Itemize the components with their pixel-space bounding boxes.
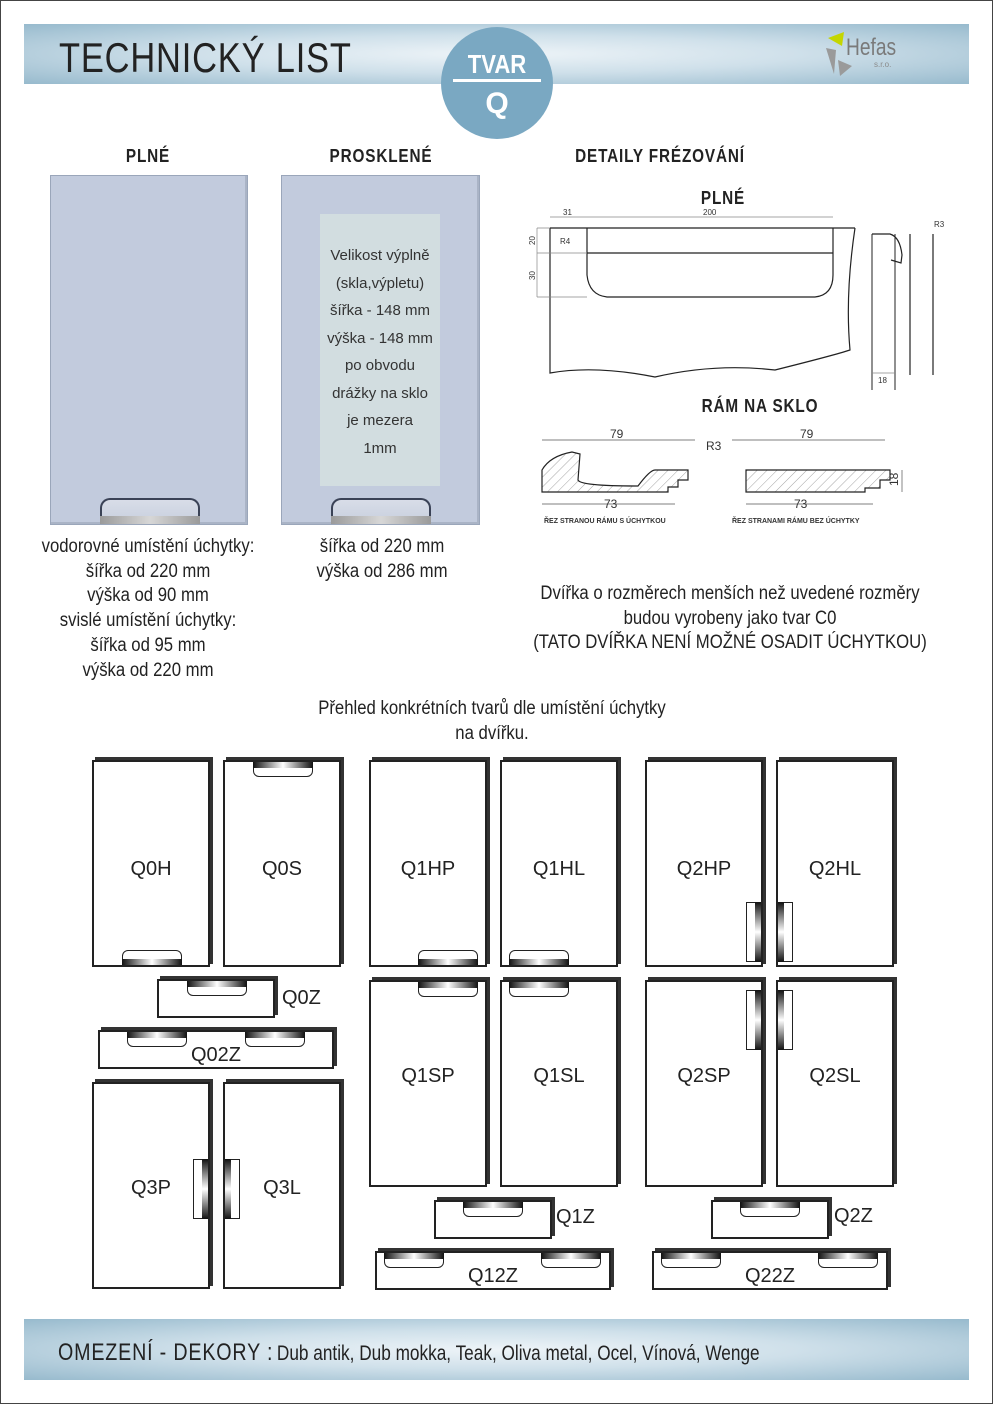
decor-restrictions [58,1339,760,1367]
note-line: (TATO DVÍŘKA NENÍ MOŽNÉ OSADIT ÚCHYTKOU) [533,632,927,654]
handle-icon [463,1201,523,1217]
glazed-door-illustration [281,175,480,525]
handle-icon [746,902,762,962]
handle-icon [746,990,762,1050]
shape-q22z [652,1251,888,1290]
logo-suffix: s.r.o. [874,60,892,69]
shape-label: Q22Z [744,1265,796,1287]
dim-200: 200 [703,208,717,217]
note-line: výška od 286 mm [316,560,448,582]
glass-line: drážky na sklo [332,384,428,402]
handle-icon [740,1201,800,1217]
frame-profile-drawing [520,420,940,530]
handle-icon [509,981,569,997]
intro-line: na dvířku. [455,722,529,744]
small-door-note [528,582,933,656]
shape-label-q0z: Q0Z [282,987,321,1009]
note-line: svislé umístění úchytky: [59,610,237,632]
handle-icon [418,981,478,997]
shape-label: Q1SL [533,1065,585,1087]
shape-label: Q2SL [809,1065,861,1087]
shape-q2z [711,1200,829,1239]
note-line: výška od 220 mm [82,659,214,681]
glass-line: výška - 148 mm [327,329,433,347]
solid-door-illustration [50,175,248,525]
overview-intro [298,697,685,746]
shape-label: Q2HL [808,858,862,880]
dim-30: 30 [528,271,537,280]
shape-q2hl [776,760,894,967]
badge-shape-code: Q [485,87,509,120]
shape-label: Q2HP [676,858,732,880]
note-line: vodorovné umístění úchytky: [41,536,255,557]
shape-q1sp [369,980,487,1187]
shape-label: Q1HL [532,858,586,880]
dim-18-frame: 18 [887,472,901,486]
shape-q1z [434,1200,552,1239]
shape-q0s [223,760,341,967]
dim-r4: R4 [560,237,571,246]
note-line: šířka od 220 mm [85,560,211,582]
shape-q02z [98,1030,334,1069]
intro-line: Přehled konkrétních tvarů dle umístění úchytky [318,698,666,719]
note-line: výška od 90 mm [87,585,209,607]
shape-q2sl [776,980,894,1187]
shape-q1sl [500,980,618,1187]
milling-solid-heading: PLNÉ [700,188,746,208]
dim-18: 18 [878,376,887,385]
note-line: šířka od 95 mm [90,634,206,656]
shape-label: Q1SP [401,1065,455,1087]
handle-icon [253,761,313,777]
note-line: Dvířka o rozměrech menších než uvedené rozměry [540,583,920,604]
glass-line: je mezera [347,412,413,429]
glass-line: šířka - 148 mm [329,302,431,319]
handle-icon [193,1159,209,1219]
dim-20: 20 [528,236,537,245]
handle-icon [777,902,793,962]
note-line: šířka od 220 mm [319,536,445,557]
glazed-size-notes [294,535,470,584]
dim-73-left: 73 [604,497,618,511]
dim-r3: R3 [934,220,945,229]
dim-79-left: 79 [610,427,624,441]
decor-list: Dub antik, Dub mokka, Teak, Oliva metal, Ocel, Vínová, Wenge [276,1342,760,1365]
glass-line: Velikost výplně [330,247,430,264]
glass-line: po obvodu [344,357,416,374]
shape-label: Q3L [263,1177,301,1199]
dim-r3-frame: R3 [706,439,722,453]
shape-badge [441,27,553,139]
badge-label: TVAR [467,49,527,79]
heading-glazed: PROSKLENÉ [329,146,433,166]
milling-solid-drawing [515,205,955,390]
glass-panel [320,214,440,486]
footer-banner [24,1319,969,1380]
shape-label-q2z: Q2Z [834,1205,873,1227]
shape-q3p [92,1082,210,1289]
heading-solid: PLNÉ [125,146,171,166]
shape-label: Q0S [261,858,303,880]
shape-q2sp [645,980,763,1187]
decor-label: OMEZENÍ - DEKORY : [58,1339,274,1366]
door-handle-icon [100,498,200,518]
shape-label: Q0H [130,858,172,880]
shape-label: Q02Z [190,1044,242,1066]
shape-q1hp [369,760,487,967]
shape-q3l [223,1082,341,1289]
heading-milling: DETAILY FRÉZOVÁNÍ [575,146,745,166]
shape-q12z [375,1251,611,1290]
handle-icon [122,950,182,966]
shape-q1hl [500,760,618,967]
solid-size-notes [30,535,266,683]
handle-icon [418,950,478,966]
logo-wordmark: Hefas [846,34,897,61]
glass-line: (skla,výpletu) [335,274,425,292]
frame-caption-left: ŘEZ STRANOU RÁMU S ÚCHYTKOU [544,518,666,525]
shape-label: Q1HP [400,858,456,880]
note-line: budou vyrobeny jako tvar C0 [623,607,837,629]
shape-q2hp [645,760,763,967]
handle-icon [224,1159,240,1219]
door-handle-icon [331,498,431,518]
shape-q0z [157,979,275,1018]
page-title: TECHNICKÝ LIST [59,34,352,81]
handle-icon [509,950,569,966]
shape-label: Q12Z [467,1265,519,1287]
hefas-logo [822,32,912,78]
dim-31: 31 [563,208,572,217]
dim-73-right: 73 [794,497,808,511]
frame-heading: RÁM NA SKLO [701,396,819,416]
shape-label-q1z: Q1Z [556,1206,595,1228]
shape-label: Q2SP [677,1065,731,1087]
shape-q0h [92,760,210,967]
badge-divider [453,79,541,82]
dim-79-right: 79 [800,427,814,441]
frame-caption-right: ŘEZ STRANAMI RÁMU BEZ ÚCHYTKY [732,518,860,525]
glass-line: 1mm [363,439,397,457]
handle-icon [187,980,247,996]
shape-label: Q3P [130,1177,172,1199]
handle-icon [777,990,793,1050]
